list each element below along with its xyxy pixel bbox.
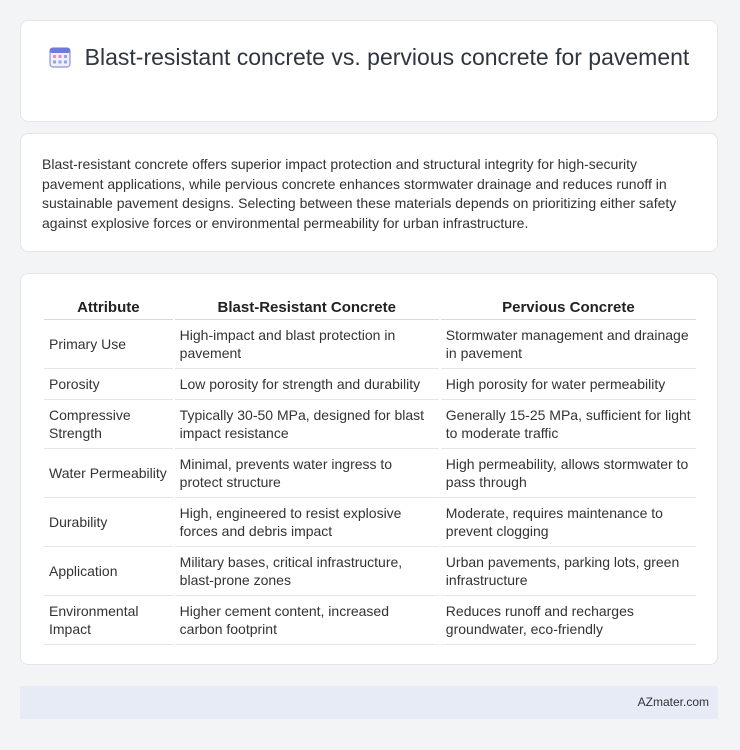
comparison-table bbox=[42, 295, 698, 645]
description-text: Blast-resistant concrete offers superior impact protection and structural integrity for high-security pavement applications, while pervious concrete enhances stormwater drainage and reduces runoff in sustainable pavement designs. Selecting between these materials depends on prioritizing either safety against explosive forces or environmental permeability for urban infrastructure. bbox=[42, 156, 677, 231]
row-attribute: Primary Use bbox=[44, 320, 173, 369]
table-row bbox=[44, 596, 696, 645]
comparison-table-card bbox=[20, 273, 718, 665]
row-pervious-value: Urban pavements, parking lots, green infrastructure bbox=[441, 547, 696, 596]
row-attribute: Water Permeability bbox=[44, 449, 173, 498]
row-blast-value: Low porosity for strength and durability bbox=[175, 369, 439, 400]
calendar-icon bbox=[49, 46, 71, 68]
row-blast-value: High-impact and blast protection in pavement bbox=[175, 320, 439, 369]
row-attribute: Compressive Strength bbox=[44, 400, 173, 449]
row-attribute: Durability bbox=[44, 498, 173, 547]
footer-bar bbox=[20, 686, 718, 719]
row-blast-value: Typically 30-50 MPa, designed for blast impact resistance bbox=[175, 400, 439, 449]
page-title-wrap bbox=[21, 43, 717, 72]
table-row bbox=[44, 320, 696, 369]
row-attribute: Environmental Impact bbox=[44, 596, 173, 645]
table-row bbox=[44, 400, 696, 449]
row-blast-value: High, engineered to resist explosive forces and debris impact bbox=[175, 498, 439, 547]
row-pervious-value: Moderate, requires maintenance to prevent clogging bbox=[441, 498, 696, 547]
row-pervious-value: Reduces runoff and recharges groundwater, eco-friendly bbox=[441, 596, 696, 645]
page-title: Blast-resistant concrete vs. pervious concrete for pavement bbox=[84, 44, 690, 70]
row-pervious-value: High permeability, allows stormwater to pass through bbox=[441, 449, 696, 498]
description-card bbox=[20, 133, 718, 252]
row-pervious-value: High porosity for water permeability bbox=[441, 369, 696, 400]
header-attribute: Attribute bbox=[44, 295, 173, 320]
table-row bbox=[44, 547, 696, 596]
row-blast-value: Military bases, critical infrastructure, blast-prone zones bbox=[175, 547, 439, 596]
row-pervious-value: Generally 15-25 MPa, sufficient for light to moderate traffic bbox=[441, 400, 696, 449]
table-row bbox=[44, 369, 696, 400]
table-header-row bbox=[44, 295, 696, 320]
title-card bbox=[20, 20, 718, 122]
table-row bbox=[44, 449, 696, 498]
row-blast-value: Minimal, prevents water ingress to protect structure bbox=[175, 449, 439, 498]
row-blast-value: Higher cement content, increased carbon footprint bbox=[175, 596, 439, 645]
row-attribute: Porosity bbox=[44, 369, 173, 400]
footer-brand: AZmater.com bbox=[637, 695, 709, 709]
row-pervious-value: Stormwater management and drainage in pavement bbox=[441, 320, 696, 369]
table-row bbox=[44, 498, 696, 547]
header-blast-resistant: Blast-Resistant Concrete bbox=[175, 295, 439, 320]
row-attribute: Application bbox=[44, 547, 173, 596]
header-pervious: Pervious Concrete bbox=[441, 295, 696, 320]
